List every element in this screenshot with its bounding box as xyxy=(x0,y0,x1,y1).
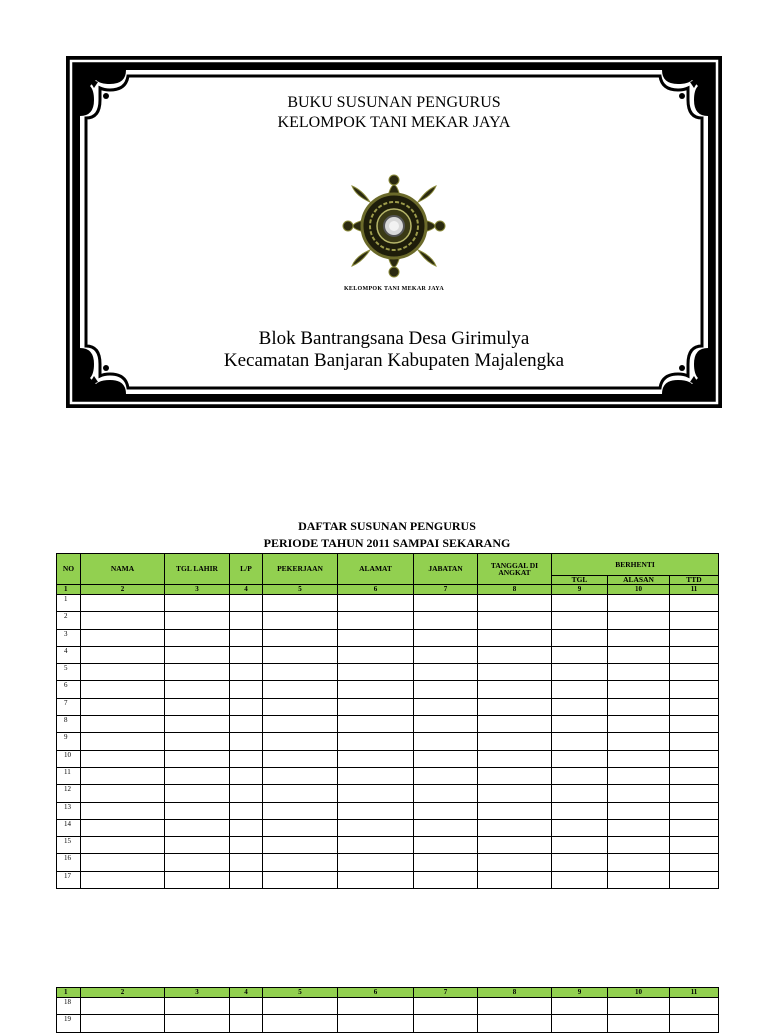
table-row xyxy=(57,819,719,836)
col-header-no: NO xyxy=(57,554,81,585)
table-row xyxy=(57,698,719,715)
table-cell xyxy=(478,802,552,819)
column-number: 8 xyxy=(478,585,552,595)
table-cell xyxy=(81,612,165,629)
col-header-tanggal-angkat: TANGGAL DI ANGKAT xyxy=(478,554,552,585)
cover-title: BUKU SUSUNAN PENGURUS xyxy=(287,94,501,111)
col-header-nama: NAMA xyxy=(81,554,165,585)
table-cell xyxy=(165,998,230,1015)
table-cell xyxy=(670,595,719,612)
table-row xyxy=(57,750,719,767)
cover-location-line2: Kecamatan Banjaran Kabupaten Majalengka xyxy=(223,350,565,371)
table-row xyxy=(57,595,719,612)
table-cell xyxy=(670,998,719,1015)
table-cell xyxy=(263,664,338,681)
table-cell xyxy=(414,998,478,1015)
table-cell xyxy=(230,612,263,629)
table-cell xyxy=(608,664,670,681)
emblem-caption: KELOMPOK TANI MEKAR JAYA xyxy=(343,286,445,292)
table-cell xyxy=(478,681,552,698)
table-cell xyxy=(81,629,165,646)
table-cell xyxy=(81,871,165,888)
table-cell xyxy=(670,698,719,715)
table-cell xyxy=(478,629,552,646)
table-cell xyxy=(81,664,165,681)
table-cell xyxy=(81,819,165,836)
column-number: 2 xyxy=(81,988,165,998)
col-header-pekerjaan: PEKERJAAN xyxy=(263,554,338,585)
table-cell xyxy=(263,698,338,715)
table-cell xyxy=(338,785,414,802)
table-row xyxy=(57,837,719,854)
table-cell xyxy=(552,871,608,888)
column-number: 1 xyxy=(57,585,81,595)
table-row xyxy=(57,785,719,802)
column-number: 9 xyxy=(552,988,608,998)
table-cell xyxy=(414,750,478,767)
table-cell xyxy=(608,716,670,733)
column-number: 3 xyxy=(165,585,230,595)
table-cell xyxy=(670,750,719,767)
table-cell xyxy=(608,698,670,715)
column-number: 2 xyxy=(81,585,165,595)
table-cell xyxy=(263,716,338,733)
table-row xyxy=(57,802,719,819)
table-row xyxy=(57,716,719,733)
table-cell xyxy=(608,595,670,612)
officers-table xyxy=(56,553,719,889)
cover-group-name: KELOMPOK TANI MEKAR JAYA xyxy=(277,114,511,131)
table-cell xyxy=(165,595,230,612)
table-cell xyxy=(81,733,165,750)
table-cell xyxy=(338,612,414,629)
table-cell xyxy=(670,854,719,871)
row-number: 19 xyxy=(57,1015,81,1032)
table-cell xyxy=(478,733,552,750)
table-cell xyxy=(165,837,230,854)
table-cell xyxy=(230,871,263,888)
table-cell xyxy=(230,698,263,715)
table-cell xyxy=(230,785,263,802)
column-number: 7 xyxy=(414,988,478,998)
table-cell xyxy=(414,629,478,646)
table-cell xyxy=(414,871,478,888)
table-cell xyxy=(230,802,263,819)
table-cell xyxy=(81,716,165,733)
table-cell xyxy=(552,785,608,802)
col-header-lp: L/P xyxy=(230,554,263,585)
table-cell xyxy=(263,1015,338,1032)
table-cell xyxy=(608,785,670,802)
officers-table-continued xyxy=(56,987,719,1033)
table-cell xyxy=(478,871,552,888)
table-cell xyxy=(478,854,552,871)
column-number-row xyxy=(57,988,719,998)
col-header-jabatan: JABATAN xyxy=(414,554,478,585)
table-cell xyxy=(414,1015,478,1032)
table-cell xyxy=(478,595,552,612)
table-cell xyxy=(414,854,478,871)
table-cell xyxy=(608,802,670,819)
column-number: 9 xyxy=(552,585,608,595)
table-row xyxy=(57,767,719,784)
table-cell xyxy=(552,681,608,698)
table-cell xyxy=(478,1015,552,1032)
table-cell xyxy=(608,681,670,698)
table-cell xyxy=(478,612,552,629)
row-number: 9 xyxy=(57,733,81,750)
table-title: DAFTAR SUSUNAN PENGURUS xyxy=(298,519,476,533)
table-cell xyxy=(338,819,414,836)
row-number: 8 xyxy=(57,716,81,733)
table-cell xyxy=(81,837,165,854)
table-cell xyxy=(263,854,338,871)
column-number: 5 xyxy=(263,988,338,998)
table-cell xyxy=(230,733,263,750)
table-cell xyxy=(263,785,338,802)
table-cell xyxy=(670,733,719,750)
col-header-tgl-lahir: TGL LAHIR xyxy=(165,554,230,585)
table-cell xyxy=(414,664,478,681)
table-cell xyxy=(263,629,338,646)
table-cell xyxy=(165,785,230,802)
table-cell xyxy=(263,837,338,854)
table-cell xyxy=(338,595,414,612)
row-number: 16 xyxy=(57,854,81,871)
col-header-berhenti: BERHENTI xyxy=(552,554,719,576)
table-cell xyxy=(165,733,230,750)
table-cell xyxy=(165,854,230,871)
table-cell xyxy=(478,664,552,681)
table-cell xyxy=(478,646,552,663)
table-cell xyxy=(230,664,263,681)
column-number: 6 xyxy=(338,988,414,998)
table-cell xyxy=(263,681,338,698)
table-cell xyxy=(478,750,552,767)
table-cell xyxy=(478,716,552,733)
table-cell xyxy=(414,716,478,733)
table-cell xyxy=(338,664,414,681)
table-row xyxy=(57,871,719,888)
table-cell xyxy=(338,716,414,733)
table-cell xyxy=(608,837,670,854)
table-cell xyxy=(263,595,338,612)
table-cell xyxy=(81,1015,165,1032)
column-number: 7 xyxy=(414,585,478,595)
table-row xyxy=(57,681,719,698)
table-cell xyxy=(414,767,478,784)
column-number: 4 xyxy=(230,585,263,595)
col-header-alamat: ALAMAT xyxy=(338,554,414,585)
row-number: 7 xyxy=(57,698,81,715)
row-number: 4 xyxy=(57,646,81,663)
table-cell xyxy=(230,854,263,871)
table-cell xyxy=(165,802,230,819)
table-cell xyxy=(263,612,338,629)
table-cell xyxy=(263,998,338,1015)
row-number: 12 xyxy=(57,785,81,802)
table-cell xyxy=(338,837,414,854)
table-cell xyxy=(230,750,263,767)
table-cell xyxy=(165,1015,230,1032)
table-cell xyxy=(608,629,670,646)
table-cell xyxy=(165,646,230,663)
table-cell xyxy=(670,785,719,802)
table-cell xyxy=(81,767,165,784)
table-cell xyxy=(230,819,263,836)
table-cell xyxy=(608,998,670,1015)
table-cell xyxy=(478,767,552,784)
row-number: 13 xyxy=(57,802,81,819)
table-cell xyxy=(414,681,478,698)
row-number: 11 xyxy=(57,767,81,784)
table-cell xyxy=(414,819,478,836)
table-cell xyxy=(670,871,719,888)
table-cell xyxy=(670,837,719,854)
table-cell xyxy=(552,854,608,871)
table-cell xyxy=(670,802,719,819)
table-cell xyxy=(670,664,719,681)
row-number: 17 xyxy=(57,871,81,888)
table-cell xyxy=(608,871,670,888)
table-cell xyxy=(165,871,230,888)
table-cell xyxy=(81,802,165,819)
table-cell xyxy=(608,1015,670,1032)
row-number: 10 xyxy=(57,750,81,767)
table-cell xyxy=(414,785,478,802)
table-cell xyxy=(230,681,263,698)
table-cell xyxy=(478,785,552,802)
cover-frame xyxy=(66,56,722,408)
table-cell xyxy=(608,612,670,629)
table-cell xyxy=(552,819,608,836)
table-cell xyxy=(552,1015,608,1032)
table-cell xyxy=(552,698,608,715)
table-cell xyxy=(414,802,478,819)
table-cell xyxy=(230,629,263,646)
table-cell xyxy=(608,646,670,663)
table-cell xyxy=(414,612,478,629)
table-cell xyxy=(552,629,608,646)
table-cell xyxy=(608,733,670,750)
table-cell xyxy=(670,612,719,629)
column-number: 4 xyxy=(230,988,263,998)
table-row xyxy=(57,646,719,663)
row-number: 1 xyxy=(57,595,81,612)
row-number: 5 xyxy=(57,664,81,681)
table-cell xyxy=(230,646,263,663)
table-cell xyxy=(478,819,552,836)
table-cell xyxy=(81,698,165,715)
cover-location-line1: Blok Bantrangsana Desa Girimulya xyxy=(258,328,530,349)
table-cell xyxy=(552,837,608,854)
table-cell xyxy=(552,664,608,681)
table-cell xyxy=(414,837,478,854)
column-number: 8 xyxy=(478,988,552,998)
table-cell xyxy=(670,716,719,733)
table-cell xyxy=(552,750,608,767)
table-cell xyxy=(81,750,165,767)
table-cell xyxy=(165,698,230,715)
table-cell xyxy=(608,767,670,784)
table-cell xyxy=(263,733,338,750)
row-number: 3 xyxy=(57,629,81,646)
row-number: 18 xyxy=(57,998,81,1015)
table-cell xyxy=(670,646,719,663)
table-cell xyxy=(670,629,719,646)
table-cell xyxy=(478,837,552,854)
column-number-row xyxy=(57,585,719,595)
table-row xyxy=(57,664,719,681)
row-number: 2 xyxy=(57,612,81,629)
table-cell xyxy=(165,664,230,681)
table-cell xyxy=(338,802,414,819)
table-cell xyxy=(338,854,414,871)
table-cell xyxy=(552,595,608,612)
table-cell xyxy=(552,998,608,1015)
table-cell xyxy=(414,595,478,612)
col-header-tgl: TGL xyxy=(552,576,608,585)
table-cell xyxy=(81,681,165,698)
table-cell xyxy=(338,767,414,784)
table-row xyxy=(57,733,719,750)
table-cell xyxy=(165,681,230,698)
table-cell xyxy=(338,733,414,750)
table-cell xyxy=(338,629,414,646)
table-cell xyxy=(81,595,165,612)
table-cell xyxy=(165,716,230,733)
table-row xyxy=(57,612,719,629)
table-cell xyxy=(670,819,719,836)
table-cell xyxy=(263,802,338,819)
table-row xyxy=(57,998,719,1015)
col-header-ttd: TTD xyxy=(670,576,719,585)
table-cell xyxy=(338,998,414,1015)
table-cell xyxy=(165,767,230,784)
table-row xyxy=(57,629,719,646)
table-period: PERIODE TAHUN 2011 SAMPAI SEKARANG xyxy=(263,536,511,550)
table-cell xyxy=(608,854,670,871)
column-number: 1 xyxy=(57,988,81,998)
table-cell xyxy=(338,698,414,715)
table-cell xyxy=(338,1015,414,1032)
table-cell xyxy=(414,698,478,715)
table-cell xyxy=(552,612,608,629)
table-cell xyxy=(670,681,719,698)
table-row xyxy=(57,1015,719,1032)
emblem-logo xyxy=(330,174,458,284)
table-cell xyxy=(81,998,165,1015)
column-number: 5 xyxy=(263,585,338,595)
table-cell xyxy=(230,998,263,1015)
table-cell xyxy=(552,733,608,750)
row-number: 15 xyxy=(57,837,81,854)
table-cell xyxy=(165,612,230,629)
table-cell xyxy=(670,1015,719,1032)
table-cell xyxy=(552,646,608,663)
table-cell xyxy=(263,819,338,836)
table-cell xyxy=(165,629,230,646)
table-cell xyxy=(670,767,719,784)
table-cell xyxy=(263,767,338,784)
column-number: 11 xyxy=(670,988,719,998)
table-cell xyxy=(230,837,263,854)
table-cell xyxy=(338,871,414,888)
table-cell xyxy=(263,646,338,663)
table-cell xyxy=(263,750,338,767)
table-cell xyxy=(230,595,263,612)
column-number: 11 xyxy=(670,585,719,595)
table-cell xyxy=(478,998,552,1015)
table-cell xyxy=(263,871,338,888)
table-cell xyxy=(414,733,478,750)
table-cell xyxy=(338,646,414,663)
row-number: 14 xyxy=(57,819,81,836)
table-cell xyxy=(230,767,263,784)
table-row xyxy=(57,854,719,871)
table-cell xyxy=(81,785,165,802)
table-cell xyxy=(552,767,608,784)
table-cell xyxy=(338,681,414,698)
table-cell xyxy=(414,646,478,663)
table-cell xyxy=(552,802,608,819)
table-cell xyxy=(230,716,263,733)
table-cell xyxy=(338,750,414,767)
column-number: 10 xyxy=(608,585,670,595)
col-header-alasan: ALASAN xyxy=(608,576,670,585)
column-number: 10 xyxy=(608,988,670,998)
table-cell xyxy=(165,819,230,836)
row-number: 6 xyxy=(57,681,81,698)
table-cell xyxy=(478,698,552,715)
column-number: 3 xyxy=(165,988,230,998)
table-cell xyxy=(81,646,165,663)
table-cell xyxy=(608,750,670,767)
column-number: 6 xyxy=(338,585,414,595)
table-cell xyxy=(230,1015,263,1032)
table-cell xyxy=(165,750,230,767)
table-cell xyxy=(608,819,670,836)
table-cell xyxy=(552,716,608,733)
table-cell xyxy=(81,854,165,871)
